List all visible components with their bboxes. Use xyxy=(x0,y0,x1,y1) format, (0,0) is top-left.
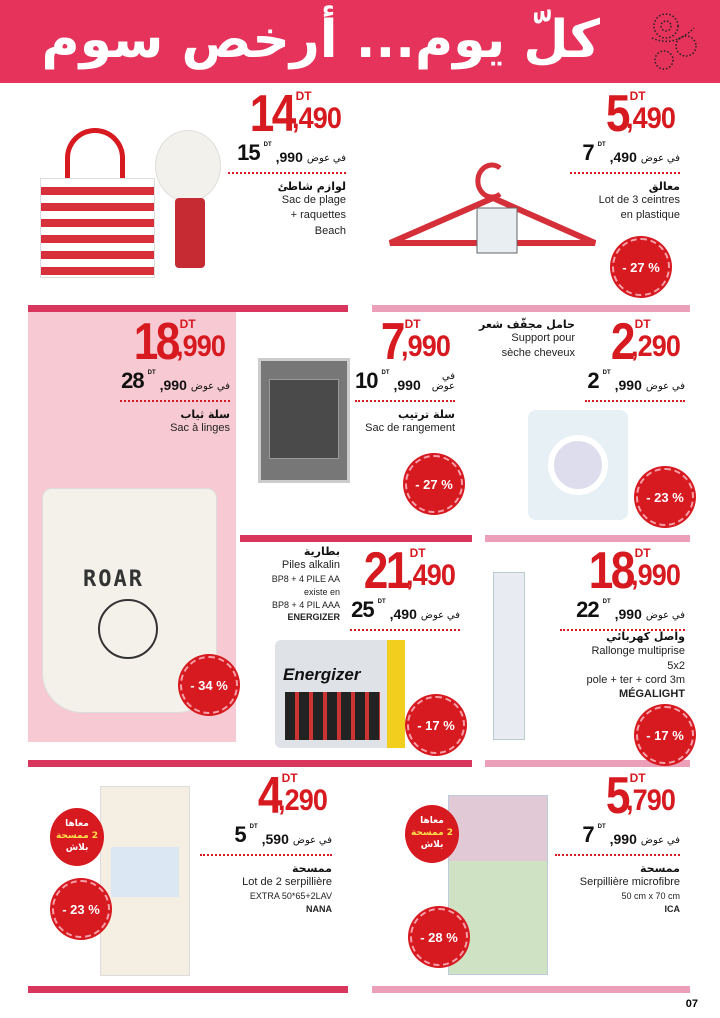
page-number: 07 xyxy=(685,998,698,1010)
price: 14 DT ,490 xyxy=(249,85,341,143)
laundry-bag-image: ROAR xyxy=(42,488,217,713)
discount-badge: - 27 % xyxy=(405,455,463,513)
discount-badge: - 34 % xyxy=(180,656,238,714)
product-power-strip-text: واصل كهربائي Rallonge multiprise 5x2 pole + ter + cord 3m MÉGALIGHT xyxy=(586,630,685,701)
discount-badge: - 27 % xyxy=(612,238,670,296)
product-batteries: 21 DT ,490 25 DT ,490 في عوض xyxy=(350,545,460,637)
product-laundry-bag: 18 DT ,990 28 DT ,990 في عوض سلة ثياب Sac à linges xyxy=(121,313,230,434)
discount-badge: - 17 % xyxy=(407,696,465,754)
product-beach: 14 DT ,490 15 DT ,990 في عوض لوازم شاطئ Sac de plage + raquettes Beach xyxy=(228,88,346,239)
mop-cloth-image xyxy=(100,786,190,976)
header-banner xyxy=(0,0,720,83)
promo-badge: معاها 2 ممسحة بلاش xyxy=(405,805,459,863)
discount-badge: - 23 % xyxy=(636,468,694,526)
page-title: كلّ يوم... أرخص سوم xyxy=(41,10,600,70)
beach-bag-image xyxy=(40,128,155,278)
swirl-decoration-icon xyxy=(644,8,702,74)
divider xyxy=(372,986,690,993)
divider xyxy=(240,535,472,542)
hangers-image xyxy=(385,158,600,258)
divider xyxy=(485,535,690,542)
beach-racket-image xyxy=(155,130,225,280)
product-mop-nana: 4 DT ,290 5 DT ,590 في عوض ممسحة Lot de 2 serpillière EXTRA 50*65+2LAV NANA xyxy=(200,770,332,916)
discount-badge: - 28 % xyxy=(410,908,468,966)
old-price: 15 DT ,990 في عوض xyxy=(237,140,346,165)
divider xyxy=(28,986,348,993)
storage-bag-image xyxy=(258,358,350,483)
batteries-image: Energizer xyxy=(275,640,405,748)
power-strip-image xyxy=(493,572,525,740)
product-hair-dryer-holder: 2 DT ,290 2 DT ,990 في عوض xyxy=(585,316,685,408)
divider xyxy=(372,305,690,312)
product-power-strip: 18 DT ,990 22 DT ,990 في عوض xyxy=(560,545,685,637)
promo-badge: معاها 2 ممسحة بلاش xyxy=(50,808,104,866)
product-storage-bag: 7 DT ,990 10 DT ,990 في عوض سلة ترتيب Sac de rangement xyxy=(355,313,455,434)
product-hangers: 5 DT ,490 7 DT ,490 في عوض معالق Lot de 3 ceintres en plastique xyxy=(570,88,680,224)
product-batteries-text: بطارية Piles alkalin BP8 + 4 PILE AA existe en BP8 + 4 PIL AAA ENERGIZER xyxy=(271,545,340,623)
product-mop-ica: 5 DT ,790 7 DT ,990 في عوض ممسحة Serpillière microfibre 50 cm x 70 cm ICA xyxy=(555,770,680,916)
discount-badge: - 23 % xyxy=(52,880,110,938)
discount-badge: - 17 % xyxy=(636,706,694,764)
hair-dryer-holder-image xyxy=(528,410,628,520)
product-hair-dryer-holder-text: حامل مجفّف شعر Support pour sèche cheveux xyxy=(479,318,575,360)
divider xyxy=(28,305,348,312)
divider xyxy=(28,760,472,767)
